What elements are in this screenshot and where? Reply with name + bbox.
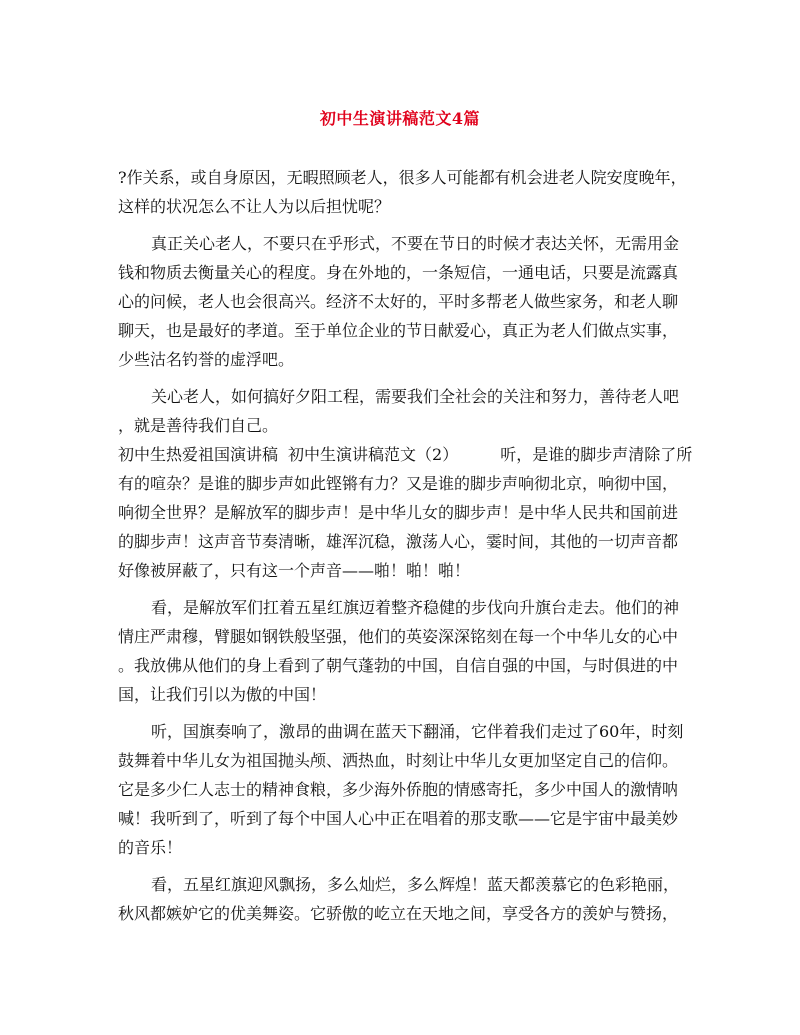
paragraph-start-line: 听，国旗奏响了，激昂的曲调在蓝天下翻涌，它伴着我们走过了60年，时刻 — [151, 722, 684, 741]
paragraph-start-line: 看，是解放军们扛着五星红旗迈着整齐稳健的步伐向升旗台走去。他们的神 — [151, 598, 680, 617]
text-line: 少些沽名钓誉的虚浮吧。 — [118, 350, 295, 369]
heading-part-3: 听，是谁的脚步声清除了所 — [500, 445, 693, 464]
heading-part-1: 初中生热爱祖国演讲稿 — [118, 445, 279, 464]
text-line: 的脚步声！这声音节奏清晰，雄浑沉稳，激荡人心，霎时间，其他的一切声音都 — [118, 532, 679, 551]
paragraph-start-line: 真正关心老人，不要只在乎形式，不要在节日的时候才表达关怀，无需用金 — [151, 234, 680, 253]
text-line: 。我放佛从他们的身上看到了朝气蓬勃的中国，自信自强的中国，与时俱进的中 — [118, 656, 679, 675]
text-line: 国，让我们引以为傲的中国！ — [118, 685, 327, 704]
paragraph-start-line: 看，五星红旗迎风飘扬，多么灿烂，多么辉煌！蓝天都羡慕它的色彩艳丽， — [151, 875, 680, 894]
text-line: 秋风都嫉妒它的优美舞姿。它骄傲的屹立在天地之间，享受各方的羡妒与赞扬， — [118, 904, 679, 923]
text-line: 响彻全世界？是解放军的脚步声！是中华儿女的脚步声！是中华人民共和国前进 — [118, 503, 679, 522]
document-title: 初中生演讲稿范文4篇 — [319, 109, 481, 128]
paragraph-start-line: 关心老人，如何搞好夕阳工程，需要我们全社会的关注和努力，善待老人吧 — [151, 387, 680, 406]
text-line: 鼓舞着中华儿女为祖国抛头颅、洒热血，时刻让中华儿女更加坚定自己的信仰。 — [118, 751, 679, 770]
section-heading-line — [118, 445, 698, 465]
text-line: 有的喧杂？是谁的脚步声如此铿锵有力？又是谁的脚步声响彻北京，响彻中国， — [118, 474, 679, 493]
text-line: 情庄严肃穆，臂腿如钢铁般坚强，他们的英姿深深铭刻在每一个中华儿女的心中 — [118, 627, 679, 646]
text-line: 钱和物质去衡量关心的程度。身在外地的，一条短信，一通电话，只要是流露真 — [118, 263, 679, 282]
text-line: ?作关系，或自身原因，无暇照顾老人，很多人可能都有机会进老人院安度晚年， — [118, 168, 687, 187]
text-line: 这样的状况怎么不让人为以后担忧呢？ — [118, 197, 391, 216]
text-line: 聊天，也是最好的孝道。至于单位企业的节日献爱心，真正为老人们做点实事， — [118, 321, 679, 340]
text-line: 心的问候，老人也会很高兴。经济不太好的，平时多帮老人做些家务，和老人聊 — [118, 292, 679, 311]
text-line: 喊！我听到了，听到了每个中国人心中正在唱着的那支歌——它是宇宙中最美妙 — [118, 809, 679, 828]
text-line: 好像被屏蔽了，只有这一个声音——啪！啪！啪！ — [118, 561, 471, 580]
text-line: 的音乐！ — [118, 838, 183, 857]
text-line: 它是多少仁人志士的精神食粮，多少海外侨胞的情感寄托，多少中国人的激情呐 — [118, 780, 679, 799]
text-line: ，就是善待我们自己。 — [118, 416, 279, 435]
heading-part-2: 初中生演讲稿范文（2） — [288, 445, 459, 464]
